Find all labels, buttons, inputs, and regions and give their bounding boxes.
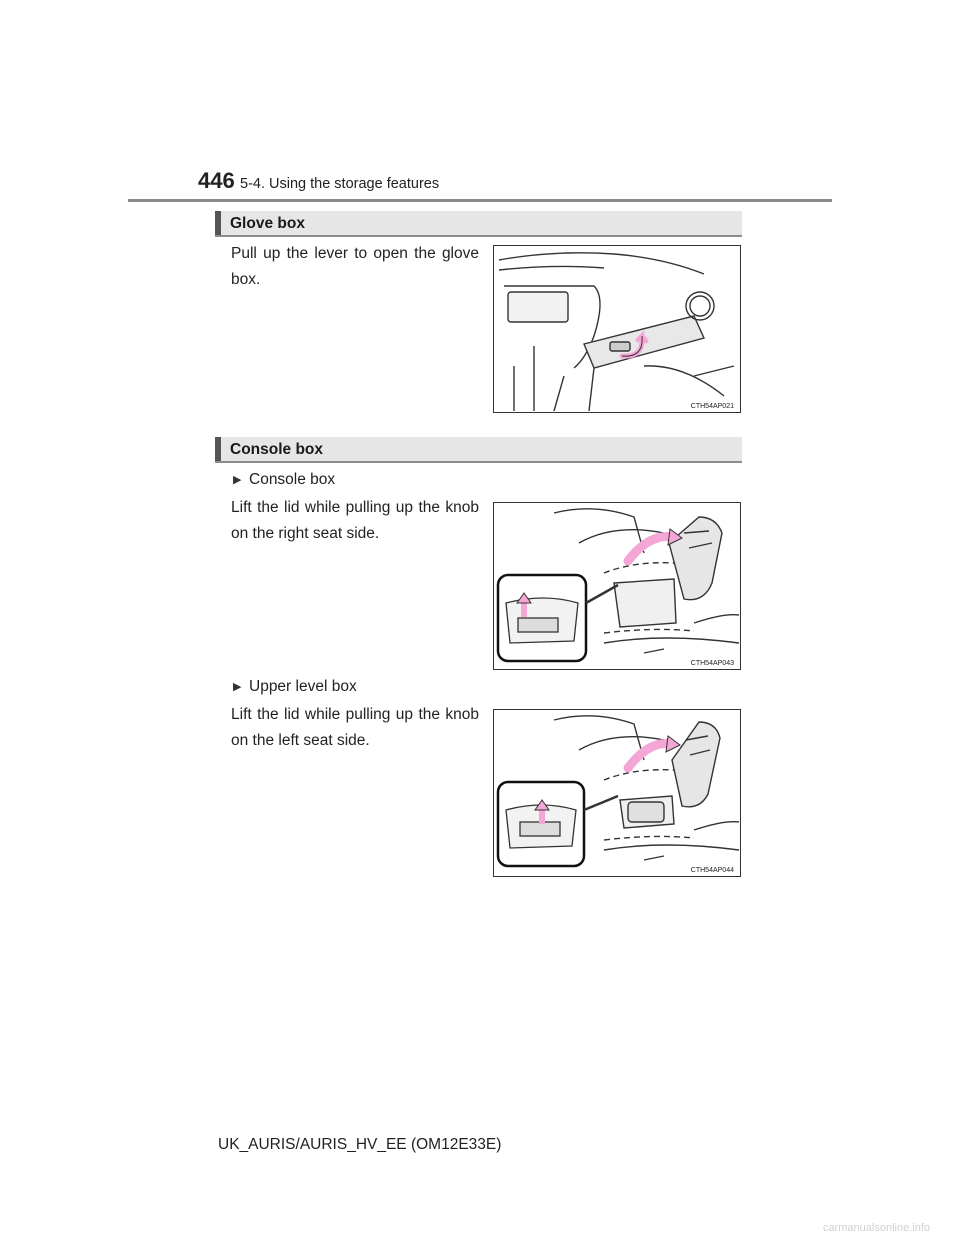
figure-id: CTH54AP044 <box>690 867 734 874</box>
footer-model-code: UK_AURIS/AURIS_HV_EE (OM12E33E) <box>218 1136 502 1153</box>
bullet-label: Upper level box <box>249 678 357 695</box>
glove-box-heading <box>215 211 742 237</box>
glove-box-illustration <box>494 246 740 412</box>
console-box-heading <box>215 437 742 463</box>
page-number: 446 <box>198 168 235 193</box>
console-box-text: Lift the lid while pulling up the knob on the right seat side. <box>231 499 479 542</box>
glove-box-figure <box>493 245 741 413</box>
upper-level-box-illustration <box>494 710 740 876</box>
triangle-bullet-icon: ▶ <box>233 681 242 693</box>
figure-id: CTH54AP043 <box>690 660 734 667</box>
upper-level-box-figure <box>493 709 741 877</box>
glove-box-heading-text: Glove box <box>230 215 305 232</box>
console-box-figure <box>493 502 741 670</box>
bullet-console-box <box>233 471 335 489</box>
bullet-label: Console box <box>249 471 336 488</box>
triangle-bullet-icon: ▶ <box>233 474 242 486</box>
figure-id: CTH54AP021 <box>690 403 734 410</box>
console-box-illustration <box>494 503 740 669</box>
bullet-upper-level-box <box>233 678 357 696</box>
console-box-heading-text: Console box <box>230 441 324 458</box>
glove-box-text: Pull up the lever to open the glove box. <box>231 245 479 288</box>
upper-level-box-text: Lift the lid while pulling up the knob on the left seat side. <box>231 706 479 749</box>
heading-bar <box>215 437 221 461</box>
heading-bar <box>215 211 221 235</box>
watermark: carmanualsonline.info <box>822 1222 930 1234</box>
header-rule <box>128 199 832 202</box>
section-title: 5-4. Using the storage features <box>240 176 440 192</box>
